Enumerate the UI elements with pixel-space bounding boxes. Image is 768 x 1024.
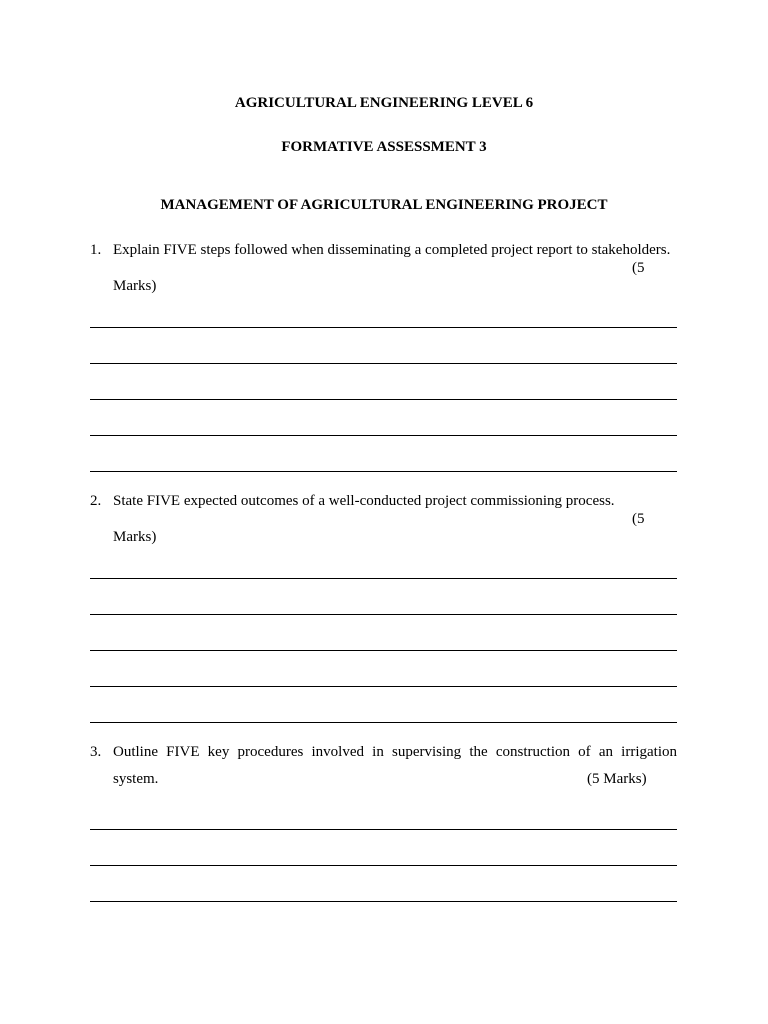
question-number: 2. bbox=[90, 493, 102, 509]
answer-line[interactable] bbox=[90, 327, 677, 328]
answer-line[interactable] bbox=[90, 435, 677, 436]
marks-label: (5 bbox=[632, 260, 645, 276]
answer-line[interactable] bbox=[90, 865, 677, 866]
answer-line[interactable] bbox=[90, 829, 677, 830]
answer-line[interactable] bbox=[90, 722, 677, 723]
answer-line[interactable] bbox=[90, 363, 677, 364]
answer-line[interactable] bbox=[90, 399, 677, 400]
answer-line[interactable] bbox=[90, 614, 677, 615]
question-text: State FIVE expected outcomes of a well-conducted project commissioning process. bbox=[113, 493, 615, 509]
marks-label: (5 Marks) bbox=[587, 771, 647, 787]
unit-title: MANAGEMENT OF AGRICULTURAL ENGINEERING PROJECT bbox=[160, 197, 608, 213]
answer-line[interactable] bbox=[90, 650, 677, 651]
question-text-continued: system. bbox=[113, 771, 159, 787]
question-text: Explain FIVE steps followed when disseminating a completed project report to stakeholders. bbox=[113, 242, 671, 258]
question-number: 3. bbox=[90, 744, 102, 760]
marks-label-continued: Marks) bbox=[113, 529, 157, 545]
question-text: Outline FIVE key procedures involved in supervising the construction of an irrigation bbox=[113, 744, 677, 760]
question-number: 1. bbox=[90, 242, 102, 258]
answer-line[interactable] bbox=[90, 686, 677, 687]
assessment-subtitle: FORMATIVE ASSESSMENT 3 bbox=[281, 139, 487, 155]
answer-line[interactable] bbox=[90, 901, 677, 902]
marks-label-continued: Marks) bbox=[113, 278, 157, 294]
answer-line[interactable] bbox=[90, 578, 677, 579]
answer-line[interactable] bbox=[90, 471, 677, 472]
document-title: AGRICULTURAL ENGINEERING LEVEL 6 bbox=[234, 95, 534, 111]
marks-label: (5 bbox=[632, 511, 645, 527]
